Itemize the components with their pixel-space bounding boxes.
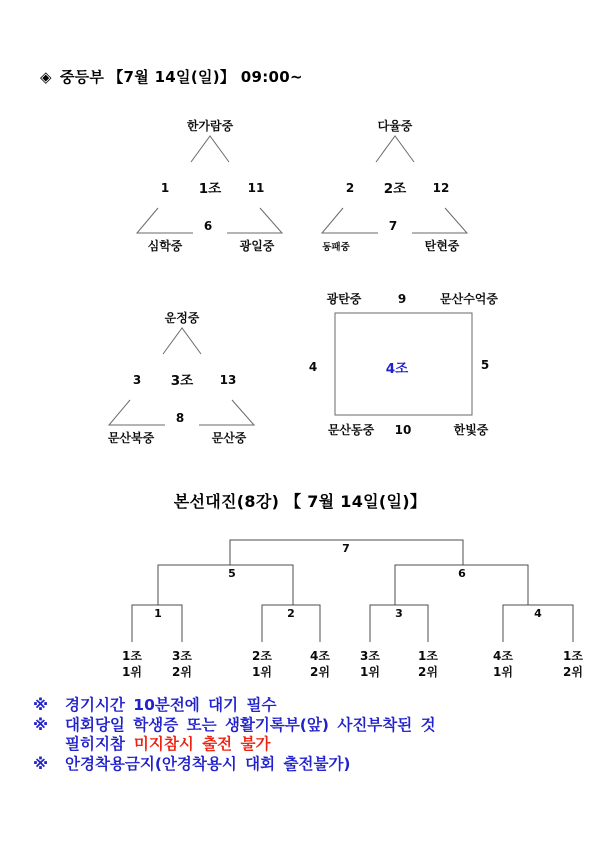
leaf-rank: 1위 [493,665,513,679]
group4-bottomright-team: 한빛중 [453,423,489,437]
triangle-top-corner [191,136,229,162]
reference-mark-icon: ※ [33,715,49,734]
group4-right-num: 5 [480,358,490,372]
group3-label: 3조 [170,373,194,389]
note-1-text: 경기시간 10분전에 대기 필수 [65,696,277,714]
note-line-2 [33,716,436,736]
group2-bottom-num: 7 [388,219,398,233]
group3-left-num: 3 [132,373,142,387]
note-2-text: 대회당일 학생증 또는 생활기록부(앞) 사진부착된 것 [65,715,436,734]
triangle-top-corner [163,328,201,354]
note-2-warning-text: 미지참시 출전 불가 [133,735,271,753]
match1-num: 1 [154,607,162,620]
leaf-rank: 2위 [563,665,583,679]
triangle-right-corner [199,400,254,425]
group3-bottom-num: 8 [175,411,185,425]
group4-diagram [298,280,498,445]
group3-top-team: 운정중 [164,311,200,325]
group1-top-team: 한가람중 [186,119,234,133]
group4-label: 4조 [385,361,409,377]
reference-mark-icon: ※ [33,754,49,773]
group4-left-num: 4 [308,360,318,374]
note-line-1 [33,696,436,716]
bracket-title: 본선대진(8강) 【 7월 14일(일)】 [173,492,427,511]
leaf-group: 2조 [252,649,272,663]
note-line-3 [33,755,436,775]
triangle-top-corner [376,136,414,162]
group2-left-team: 동패중 [322,242,350,253]
division-title: 중등부 [59,68,105,86]
group2-left-num: 2 [345,181,355,195]
schedule-text: 【7월 14일(일)】 09:00~ [108,68,303,86]
group4-bottom-num: 10 [394,423,412,437]
match2-num: 2 [287,607,295,620]
match5-num: 5 [228,567,236,580]
leaf-group: 1조 [563,649,583,663]
group2-diagram [300,114,490,266]
group1-left-num: 1 [160,181,170,195]
leaf-rank: 1위 [122,665,142,679]
group4-bottomleft-team: 문산동중 [327,423,375,437]
group3-right-num: 13 [219,373,237,387]
group3-right-team: 문산중 [211,431,247,445]
triangle-left-corner [322,208,378,233]
group2-right-team: 탄현중 [424,239,460,253]
group1-right-num: 11 [247,181,265,195]
group4-topright-team: 문산수억중 [440,292,498,306]
leaf-group: 1조 [122,649,142,663]
group4-topleft-team: 광탄중 [326,292,362,306]
leaf-group: 1조 [418,649,438,663]
group1-diagram [115,114,305,266]
group1-right-team: 광일중 [239,239,275,253]
leaf-rank: 2위 [310,665,330,679]
page-title [40,66,303,87]
group3-left-team: 문산북중 [107,431,155,445]
bracket-semi-left-line [158,565,293,605]
diamond-bullet-icon: ◈ [40,68,52,86]
group2-right-num: 12 [432,181,450,195]
group2-label: 2조 [383,181,407,197]
triangle-left-corner [137,208,193,233]
leaf-rank: 1위 [360,665,380,679]
note-2-cont-text: 필히지참 [65,735,125,753]
group1-label: 1조 [198,181,222,197]
leaf-group: 4조 [493,649,513,663]
leaf-rank: 1위 [252,665,272,679]
leaf-rank: 2위 [418,665,438,679]
group2-top-team: 다율중 [377,119,413,133]
leaf-group: 4조 [310,649,330,663]
group1-bottom-num: 6 [203,219,213,233]
match4-num: 4 [534,607,542,620]
match6-num: 6 [458,567,466,580]
notes-block [33,696,436,774]
match7-num: 7 [342,542,350,555]
group1-left-team: 심학중 [147,239,183,253]
triangle-left-corner [109,400,165,425]
leaf-group: 3조 [360,649,380,663]
match3-num: 3 [395,607,403,620]
group3-diagram [87,306,277,458]
triangle-right-corner [412,208,467,233]
note-3-text: 안경착용금지(안경착용시 대회 출전불가) [65,754,351,773]
leaf-group: 3조 [172,649,192,663]
reference-mark-icon: ※ [33,696,49,714]
triangle-right-corner [227,208,282,233]
tournament-bracket [50,530,583,690]
leaf-rank: 2위 [172,665,192,679]
group4-top-num: 9 [397,292,407,306]
note-line-2-cont [33,735,436,755]
